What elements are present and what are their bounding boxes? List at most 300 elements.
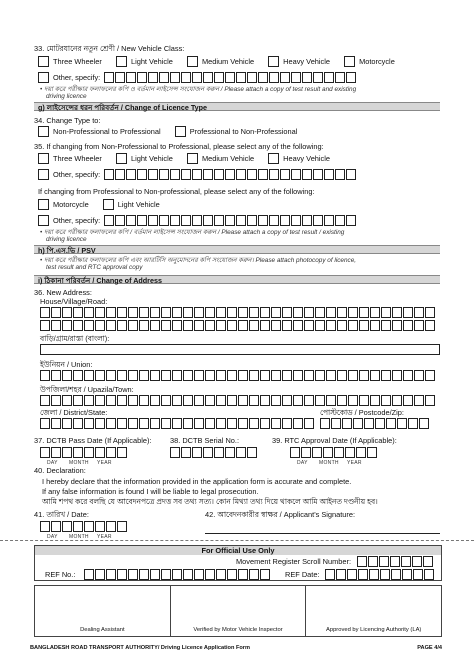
input-cell[interactable] bbox=[304, 307, 314, 318]
input-cell[interactable] bbox=[324, 72, 334, 83]
other-specify-boxes[interactable] bbox=[104, 215, 357, 226]
input-cell[interactable] bbox=[117, 320, 127, 331]
input-cell[interactable] bbox=[192, 447, 202, 458]
input-cell[interactable] bbox=[126, 72, 136, 83]
input-cell[interactable] bbox=[357, 556, 367, 567]
checkbox-other[interactable] bbox=[38, 169, 49, 180]
input-cell[interactable] bbox=[128, 307, 138, 318]
input-cell[interactable] bbox=[183, 395, 193, 406]
input-cell[interactable] bbox=[73, 418, 83, 429]
input-cell[interactable] bbox=[280, 215, 290, 226]
checkbox-light-vehicle[interactable] bbox=[103, 199, 114, 210]
input-cell[interactable] bbox=[381, 395, 391, 406]
input-cell[interactable] bbox=[214, 215, 224, 226]
input-cell[interactable] bbox=[172, 569, 182, 580]
input-cell[interactable] bbox=[170, 447, 180, 458]
input-cell[interactable] bbox=[346, 72, 356, 83]
input-cell[interactable] bbox=[128, 569, 138, 580]
input-cell[interactable] bbox=[117, 418, 127, 429]
ref-no-boxes[interactable] bbox=[84, 569, 271, 580]
input-cell[interactable] bbox=[106, 307, 116, 318]
input-cell[interactable] bbox=[238, 418, 248, 429]
input-cell[interactable] bbox=[334, 447, 344, 458]
input-cell[interactable] bbox=[172, 418, 182, 429]
input-cell[interactable] bbox=[126, 169, 136, 180]
checkbox-heavy-vehicle[interactable] bbox=[268, 56, 279, 67]
input-cell[interactable] bbox=[348, 395, 358, 406]
input-cell[interactable] bbox=[291, 215, 301, 226]
address-boxes[interactable] bbox=[40, 418, 315, 429]
input-cell[interactable] bbox=[291, 169, 301, 180]
input-cell[interactable] bbox=[249, 320, 259, 331]
input-cell[interactable] bbox=[128, 320, 138, 331]
input-cell[interactable] bbox=[203, 72, 213, 83]
serial-boxes[interactable] bbox=[170, 447, 258, 458]
input-cell[interactable] bbox=[236, 215, 246, 226]
date-boxes[interactable] bbox=[40, 521, 128, 532]
input-cell[interactable] bbox=[216, 418, 226, 429]
input-cell[interactable] bbox=[40, 320, 50, 331]
input-cell[interactable] bbox=[293, 418, 303, 429]
input-cell[interactable] bbox=[414, 320, 424, 331]
input-cell[interactable] bbox=[364, 418, 374, 429]
checkbox-heavy-vehicle[interactable] bbox=[268, 153, 279, 164]
input-cell[interactable] bbox=[249, 569, 259, 580]
input-cell[interactable] bbox=[73, 307, 83, 318]
input-cell[interactable] bbox=[194, 395, 204, 406]
input-cell[interactable] bbox=[370, 307, 380, 318]
input-cell[interactable] bbox=[225, 447, 235, 458]
input-cell[interactable] bbox=[73, 370, 83, 381]
input-cell[interactable] bbox=[51, 320, 61, 331]
input-cell[interactable] bbox=[348, 307, 358, 318]
input-cell[interactable] bbox=[304, 395, 314, 406]
input-cell[interactable] bbox=[247, 215, 257, 226]
input-cell[interactable] bbox=[62, 370, 72, 381]
input-cell[interactable] bbox=[271, 307, 281, 318]
input-cell[interactable] bbox=[51, 370, 61, 381]
input-cell[interactable] bbox=[335, 215, 345, 226]
input-cell[interactable] bbox=[414, 370, 424, 381]
signature-field[interactable] bbox=[205, 520, 440, 534]
input-cell[interactable] bbox=[346, 215, 356, 226]
input-cell[interactable] bbox=[358, 569, 368, 580]
input-cell[interactable] bbox=[236, 72, 246, 83]
input-cell[interactable] bbox=[214, 72, 224, 83]
input-cell[interactable] bbox=[359, 320, 369, 331]
address-boxes[interactable] bbox=[40, 370, 436, 381]
input-cell[interactable] bbox=[271, 370, 281, 381]
input-cell[interactable] bbox=[161, 418, 171, 429]
input-cell[interactable] bbox=[95, 418, 105, 429]
input-cell[interactable] bbox=[181, 169, 191, 180]
input-cell[interactable] bbox=[347, 569, 357, 580]
input-cell[interactable] bbox=[337, 320, 347, 331]
input-cell[interactable] bbox=[282, 370, 292, 381]
input-cell[interactable] bbox=[260, 307, 270, 318]
input-cell[interactable] bbox=[225, 215, 235, 226]
input-cell[interactable] bbox=[238, 370, 248, 381]
input-cell[interactable] bbox=[260, 320, 270, 331]
input-cell[interactable] bbox=[282, 307, 292, 318]
input-cell[interactable] bbox=[227, 418, 237, 429]
input-cell[interactable] bbox=[280, 72, 290, 83]
input-cell[interactable] bbox=[205, 418, 215, 429]
input-cell[interactable] bbox=[331, 418, 341, 429]
input-cell[interactable] bbox=[227, 569, 237, 580]
input-cell[interactable] bbox=[95, 569, 105, 580]
input-cell[interactable] bbox=[392, 307, 402, 318]
input-cell[interactable] bbox=[84, 320, 94, 331]
input-cell[interactable] bbox=[104, 169, 114, 180]
input-cell[interactable] bbox=[425, 395, 435, 406]
input-cell[interactable] bbox=[106, 569, 116, 580]
input-cell[interactable] bbox=[370, 370, 380, 381]
checkbox-medium-vehicle[interactable] bbox=[187, 153, 198, 164]
input-cell[interactable] bbox=[161, 307, 171, 318]
input-cell[interactable] bbox=[117, 370, 127, 381]
input-cell[interactable] bbox=[139, 307, 149, 318]
input-cell[interactable] bbox=[293, 395, 303, 406]
input-cell[interactable] bbox=[216, 395, 226, 406]
input-cell[interactable] bbox=[95, 447, 105, 458]
input-cell[interactable] bbox=[414, 307, 424, 318]
input-cell[interactable] bbox=[227, 395, 237, 406]
input-cell[interactable] bbox=[249, 418, 259, 429]
input-cell[interactable] bbox=[150, 395, 160, 406]
input-cell[interactable] bbox=[236, 169, 246, 180]
input-cell[interactable] bbox=[62, 307, 72, 318]
input-cell[interactable] bbox=[227, 320, 237, 331]
input-cell[interactable] bbox=[402, 569, 412, 580]
input-cell[interactable] bbox=[269, 169, 279, 180]
sig-cell-1[interactable] bbox=[35, 586, 171, 636]
input-cell[interactable] bbox=[137, 72, 147, 83]
input-cell[interactable] bbox=[106, 370, 116, 381]
input-cell[interactable] bbox=[205, 395, 215, 406]
input-cell[interactable] bbox=[260, 370, 270, 381]
checkbox-light-vehicle[interactable] bbox=[116, 153, 127, 164]
input-cell[interactable] bbox=[227, 307, 237, 318]
input-cell[interactable] bbox=[148, 169, 158, 180]
input-cell[interactable] bbox=[183, 370, 193, 381]
input-cell[interactable] bbox=[301, 447, 311, 458]
input-cell[interactable] bbox=[62, 418, 72, 429]
input-cell[interactable] bbox=[205, 370, 215, 381]
address-boxes[interactable] bbox=[40, 320, 436, 331]
input-cell[interactable] bbox=[51, 418, 61, 429]
checkbox-three-wheeler[interactable] bbox=[38, 153, 49, 164]
checkbox-pro-to-nonpro[interactable] bbox=[175, 126, 186, 137]
input-cell[interactable] bbox=[159, 169, 169, 180]
input-cell[interactable] bbox=[282, 395, 292, 406]
input-cell[interactable] bbox=[403, 320, 413, 331]
input-cell[interactable] bbox=[293, 307, 303, 318]
input-cell[interactable] bbox=[359, 370, 369, 381]
input-cell[interactable] bbox=[192, 72, 202, 83]
input-cell[interactable] bbox=[282, 418, 292, 429]
input-cell[interactable] bbox=[150, 569, 160, 580]
input-cell[interactable] bbox=[304, 370, 314, 381]
input-cell[interactable] bbox=[271, 320, 281, 331]
input-cell[interactable] bbox=[40, 521, 50, 532]
input-cell[interactable] bbox=[216, 370, 226, 381]
input-cell[interactable] bbox=[194, 370, 204, 381]
input-cell[interactable] bbox=[315, 370, 325, 381]
input-cell[interactable] bbox=[304, 320, 314, 331]
input-cell[interactable] bbox=[379, 556, 389, 567]
input-cell[interactable] bbox=[247, 169, 257, 180]
input-cell[interactable] bbox=[414, 395, 424, 406]
input-cell[interactable] bbox=[247, 447, 257, 458]
input-cell[interactable] bbox=[139, 370, 149, 381]
input-cell[interactable] bbox=[117, 447, 127, 458]
sig-cell-3[interactable] bbox=[306, 586, 441, 636]
input-cell[interactable] bbox=[115, 72, 125, 83]
input-cell[interactable] bbox=[172, 307, 182, 318]
input-cell[interactable] bbox=[269, 215, 279, 226]
input-cell[interactable] bbox=[170, 215, 180, 226]
input-cell[interactable] bbox=[181, 447, 191, 458]
input-cell[interactable] bbox=[84, 395, 94, 406]
sig-cell-2[interactable] bbox=[171, 586, 307, 636]
input-cell[interactable] bbox=[126, 215, 136, 226]
input-cell[interactable] bbox=[258, 169, 268, 180]
input-cell[interactable] bbox=[336, 569, 346, 580]
input-cell[interactable] bbox=[161, 320, 171, 331]
input-cell[interactable] bbox=[73, 521, 83, 532]
input-cell[interactable] bbox=[401, 556, 411, 567]
input-cell[interactable] bbox=[205, 307, 215, 318]
input-cell[interactable] bbox=[249, 307, 259, 318]
input-cell[interactable] bbox=[84, 569, 94, 580]
input-cell[interactable] bbox=[84, 447, 94, 458]
input-cell[interactable] bbox=[247, 72, 257, 83]
input-cell[interactable] bbox=[40, 370, 50, 381]
input-cell[interactable] bbox=[225, 169, 235, 180]
input-cell[interactable] bbox=[348, 370, 358, 381]
input-cell[interactable] bbox=[238, 395, 248, 406]
input-cell[interactable] bbox=[95, 320, 105, 331]
input-cell[interactable] bbox=[326, 320, 336, 331]
other-specify-boxes[interactable] bbox=[104, 72, 357, 83]
input-cell[interactable] bbox=[425, 307, 435, 318]
input-cell[interactable] bbox=[51, 521, 61, 532]
input-cell[interactable] bbox=[397, 418, 407, 429]
input-cell[interactable] bbox=[73, 320, 83, 331]
input-cell[interactable] bbox=[95, 307, 105, 318]
input-cell[interactable] bbox=[84, 370, 94, 381]
checkbox-light-vehicle[interactable] bbox=[116, 56, 127, 67]
input-cell[interactable] bbox=[375, 418, 385, 429]
date-boxes[interactable] bbox=[290, 447, 378, 458]
input-cell[interactable] bbox=[271, 418, 281, 429]
input-cell[interactable] bbox=[137, 215, 147, 226]
input-cell[interactable] bbox=[62, 447, 72, 458]
input-cell[interactable] bbox=[183, 569, 193, 580]
input-cell[interactable] bbox=[238, 569, 248, 580]
input-cell[interactable] bbox=[181, 72, 191, 83]
input-cell[interactable] bbox=[161, 370, 171, 381]
input-cell[interactable] bbox=[324, 169, 334, 180]
date-boxes[interactable] bbox=[325, 569, 435, 580]
input-cell[interactable] bbox=[62, 521, 72, 532]
input-cell[interactable] bbox=[325, 569, 335, 580]
input-cell[interactable] bbox=[148, 72, 158, 83]
input-cell[interactable] bbox=[194, 569, 204, 580]
input-cell[interactable] bbox=[302, 72, 312, 83]
input-cell[interactable] bbox=[194, 320, 204, 331]
input-cell[interactable] bbox=[194, 307, 204, 318]
input-cell[interactable] bbox=[238, 307, 248, 318]
scroll-number-boxes[interactable] bbox=[357, 556, 434, 567]
input-cell[interactable] bbox=[249, 370, 259, 381]
input-cell[interactable] bbox=[315, 307, 325, 318]
input-cell[interactable] bbox=[391, 569, 401, 580]
input-cell[interactable] bbox=[353, 418, 363, 429]
input-cell[interactable] bbox=[320, 418, 330, 429]
input-cell[interactable] bbox=[342, 418, 352, 429]
input-cell[interactable] bbox=[183, 418, 193, 429]
input-cell[interactable] bbox=[115, 169, 125, 180]
input-cell[interactable] bbox=[313, 215, 323, 226]
input-cell[interactable] bbox=[73, 395, 83, 406]
input-cell[interactable] bbox=[214, 169, 224, 180]
input-cell[interactable] bbox=[403, 307, 413, 318]
input-cell[interactable] bbox=[381, 307, 391, 318]
input-cell[interactable] bbox=[214, 447, 224, 458]
input-cell[interactable] bbox=[106, 447, 116, 458]
input-cell[interactable] bbox=[335, 72, 345, 83]
input-cell[interactable] bbox=[106, 395, 116, 406]
input-cell[interactable] bbox=[260, 395, 270, 406]
input-cell[interactable] bbox=[128, 395, 138, 406]
input-cell[interactable] bbox=[216, 307, 226, 318]
input-cell[interactable] bbox=[423, 556, 433, 567]
input-cell[interactable] bbox=[313, 72, 323, 83]
input-cell[interactable] bbox=[424, 569, 434, 580]
input-cell[interactable] bbox=[216, 320, 226, 331]
input-cell[interactable] bbox=[326, 395, 336, 406]
input-cell[interactable] bbox=[51, 395, 61, 406]
input-cell[interactable] bbox=[161, 569, 171, 580]
input-cell[interactable] bbox=[104, 215, 114, 226]
input-cell[interactable] bbox=[139, 418, 149, 429]
checkbox-motorcycle[interactable] bbox=[38, 199, 49, 210]
input-cell[interactable] bbox=[312, 447, 322, 458]
input-cell[interactable] bbox=[183, 307, 193, 318]
input-cell[interactable] bbox=[315, 320, 325, 331]
input-cell[interactable] bbox=[159, 215, 169, 226]
input-cell[interactable] bbox=[95, 370, 105, 381]
input-cell[interactable] bbox=[291, 72, 301, 83]
input-cell[interactable] bbox=[236, 447, 246, 458]
input-cell[interactable] bbox=[172, 395, 182, 406]
input-cell[interactable] bbox=[390, 556, 400, 567]
input-cell[interactable] bbox=[335, 169, 345, 180]
input-cell[interactable] bbox=[150, 370, 160, 381]
input-cell[interactable] bbox=[345, 447, 355, 458]
input-cell[interactable] bbox=[84, 418, 94, 429]
input-cell[interactable] bbox=[381, 320, 391, 331]
input-cell[interactable] bbox=[392, 395, 402, 406]
input-cell[interactable] bbox=[51, 307, 61, 318]
input-cell[interactable] bbox=[51, 447, 61, 458]
input-cell[interactable] bbox=[419, 418, 429, 429]
input-cell[interactable] bbox=[194, 418, 204, 429]
input-cell[interactable] bbox=[403, 395, 413, 406]
input-cell[interactable] bbox=[73, 447, 83, 458]
checkbox-medium-vehicle[interactable] bbox=[187, 56, 198, 67]
input-cell[interactable] bbox=[40, 395, 50, 406]
input-cell[interactable] bbox=[192, 215, 202, 226]
input-cell[interactable] bbox=[128, 418, 138, 429]
input-cell[interactable] bbox=[117, 521, 127, 532]
input-cell[interactable] bbox=[356, 447, 366, 458]
input-cell[interactable] bbox=[137, 169, 147, 180]
input-cell[interactable] bbox=[139, 320, 149, 331]
input-cell[interactable] bbox=[150, 307, 160, 318]
input-cell[interactable] bbox=[293, 320, 303, 331]
input-cell[interactable] bbox=[425, 320, 435, 331]
input-cell[interactable] bbox=[192, 169, 202, 180]
input-cell[interactable] bbox=[367, 447, 377, 458]
checkbox-motorcycle[interactable] bbox=[344, 56, 355, 67]
input-cell[interactable] bbox=[117, 307, 127, 318]
checkbox-nonpro-to-pro[interactable] bbox=[38, 126, 49, 137]
input-cell[interactable] bbox=[95, 395, 105, 406]
input-cell[interactable] bbox=[139, 569, 149, 580]
input-cell[interactable] bbox=[170, 72, 180, 83]
input-cell[interactable] bbox=[128, 370, 138, 381]
input-cell[interactable] bbox=[258, 72, 268, 83]
input-cell[interactable] bbox=[386, 418, 396, 429]
input-cell[interactable] bbox=[271, 395, 281, 406]
input-cell[interactable] bbox=[150, 320, 160, 331]
checkbox-other[interactable] bbox=[38, 215, 49, 226]
input-cell[interactable] bbox=[139, 395, 149, 406]
input-cell[interactable] bbox=[183, 320, 193, 331]
input-cell[interactable] bbox=[348, 320, 358, 331]
input-cell[interactable] bbox=[370, 320, 380, 331]
input-cell[interactable] bbox=[282, 320, 292, 331]
input-cell[interactable] bbox=[117, 569, 127, 580]
input-cell[interactable] bbox=[425, 370, 435, 381]
input-cell[interactable] bbox=[238, 320, 248, 331]
input-cell[interactable] bbox=[337, 395, 347, 406]
input-cell[interactable] bbox=[205, 320, 215, 331]
input-cell[interactable] bbox=[216, 569, 226, 580]
input-cell[interactable] bbox=[313, 169, 323, 180]
input-cell[interactable] bbox=[392, 370, 402, 381]
input-cell[interactable] bbox=[62, 395, 72, 406]
input-cell[interactable] bbox=[172, 320, 182, 331]
input-cell[interactable] bbox=[40, 418, 50, 429]
input-cell[interactable] bbox=[148, 215, 158, 226]
input-cell[interactable] bbox=[203, 215, 213, 226]
input-cell[interactable] bbox=[359, 307, 369, 318]
input-cell[interactable] bbox=[62, 320, 72, 331]
date-boxes[interactable] bbox=[40, 447, 128, 458]
input-cell[interactable] bbox=[315, 395, 325, 406]
input-cell[interactable] bbox=[337, 307, 347, 318]
input-cell[interactable] bbox=[337, 370, 347, 381]
input-cell[interactable] bbox=[302, 169, 312, 180]
postcode-boxes[interactable] bbox=[320, 418, 430, 429]
input-cell[interactable] bbox=[40, 307, 50, 318]
input-cell[interactable] bbox=[369, 569, 379, 580]
input-cell[interactable] bbox=[260, 418, 270, 429]
